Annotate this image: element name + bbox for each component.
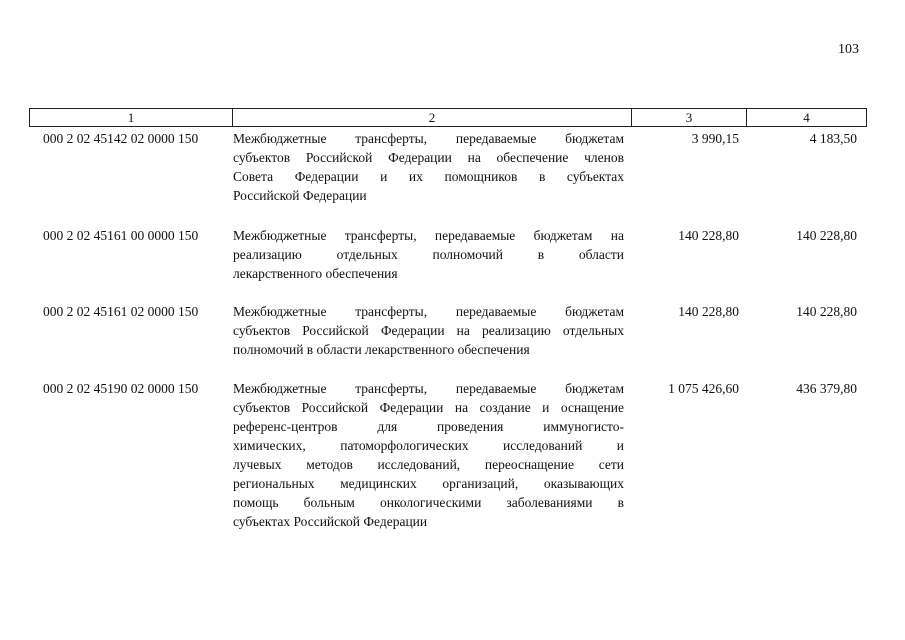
row-description	[233, 379, 624, 531]
header-col-4: 4	[803, 110, 810, 125]
value-col-4: 4 183,50	[809, 131, 857, 146]
description-line: Совета Федерации и их помощников в субъектах	[233, 169, 624, 184]
description-line: Межбюджетные трансферты, передаваемые бюджетам	[233, 131, 624, 146]
row-description	[233, 129, 624, 205]
description-line: Межбюджетные трансферты, передаваемые бюджетам	[233, 304, 624, 319]
description-line: химических, патоморфологических исследований и	[233, 438, 624, 453]
description-line: лекарственного обеспечения	[233, 266, 398, 281]
table-header	[29, 108, 867, 127]
budget-code: 000 2 02 45142 02 0000 150	[43, 131, 199, 146]
header-col-3: 3	[632, 109, 747, 126]
description-line: субъектах Российской Федерации	[233, 514, 428, 529]
description-line: региональных медицинских организаций, оказывающих	[233, 476, 624, 491]
value-col-4: 140 228,80	[796, 228, 857, 243]
value-col-3: 140 228,80	[678, 228, 739, 243]
description-line: Межбюджетные трансферты, передаваемые бюджетам	[233, 381, 624, 396]
budget-code: 000 2 02 45161 00 0000 150	[43, 228, 199, 243]
value-col-4: 140 228,80	[796, 304, 857, 319]
description-line: лучевых методов исследований, переоснащение сети	[233, 457, 624, 472]
value-col-3: 3 990,15	[691, 131, 739, 146]
description-line: Межбюджетные трансферты, передаваемые бюджетам на	[233, 228, 624, 243]
page-number: 103	[838, 42, 859, 57]
budget-code: 000 2 02 45190 02 0000 150	[43, 381, 199, 396]
description-line: субъектов Российской Федерации на реализацию отдельных	[233, 323, 624, 338]
row-description	[233, 226, 624, 283]
description-line: субъектов Российской Федерации на обеспечение членов	[233, 150, 624, 165]
description-line: помощь больным онкологическими заболеваниями в	[233, 495, 624, 510]
row-description	[233, 302, 624, 359]
description-line: Российской Федерации	[233, 188, 367, 203]
header-col-2: 2	[233, 109, 632, 126]
description-line: референс-центров для проведения иммуногисто-	[233, 419, 624, 434]
header-col-1: 1	[30, 109, 233, 126]
description-line: субъектов Российской Федерации на создание и оснащение	[233, 400, 624, 415]
budget-code: 000 2 02 45161 02 0000 150	[43, 304, 199, 319]
description-line: реализацию отдельных полномочий в области	[233, 247, 624, 262]
value-col-3: 1 075 426,60	[668, 381, 739, 396]
description-line: полномочий в области лекарственного обеспечения	[233, 342, 530, 357]
value-col-4: 436 379,80	[796, 381, 857, 396]
value-col-3: 140 228,80	[678, 304, 739, 319]
